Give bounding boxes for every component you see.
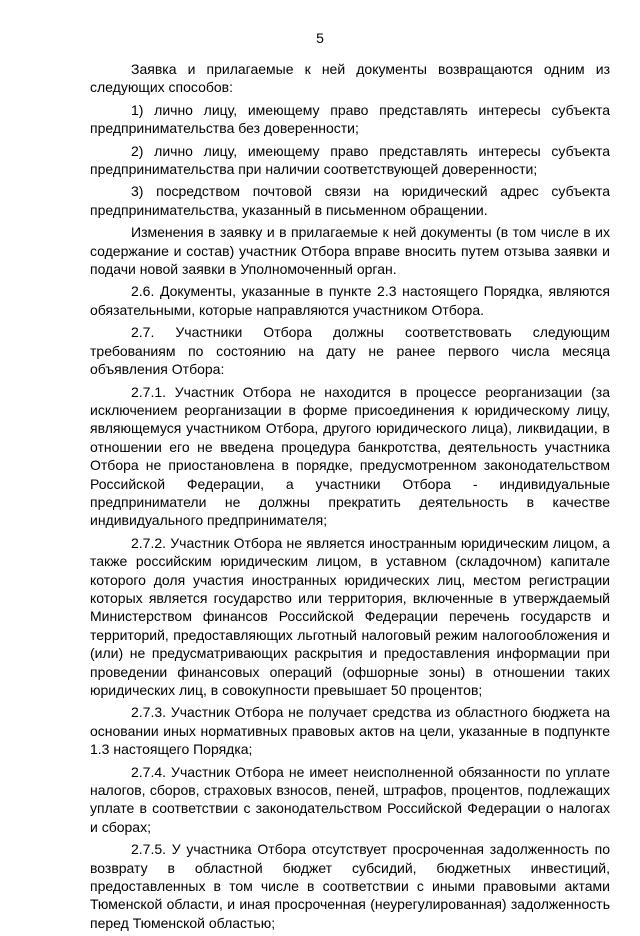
paragraph-return-methods: Заявка и прилагаемые к ней документы возвращаются одним из следующих способов: [90,61,610,96]
clause-2-6: 2.6. Документы, указанные в пункте 2.3 настоящего Порядка, являются обязательными, которые направляются участником Отбора. [90,283,610,318]
page-number: 5 [316,30,324,46]
list-item-method-2: 2) лично лицу, имеющему право представлять интересы субъекта предпринимательства при наличии соответствующей доверенности; [90,142,610,178]
list-item-method-3: 3) посредством почтовой связи на юридический адрес субъекта предпринимательства, указанный в письменном обращении. [90,183,610,218]
clause-2-7-1: 2.7.1. Участник Отбора не находится в процессе реорганизации (за исключением реорганизации в форме присоединения к юридическому лицу, являющемуся участником Отбора, другого юридического лица), ликвидации, в отношении его не введена процедура банкротства, деятельность участника Отбора не приостановлена в порядке, предусмотренном законодательством Российской Федерации, а участники Отбора - индивидуальные предприниматели не должны прекратить деятельность в качестве индивидуального предпринимателя; [90,383,610,529]
clause-2-7-2: 2.7.2. Участник Отбора не является иностранным юридическим лицом, а также российским юридическим лицом, в уставном (складочном) капитале которого доля участия иностранных юридических лиц, местом регистрации которых является государство или территория, включенные в утверждаемый Министерством финансов Российской Федерации перечень государств и территорий, предоставляющих льготный налоговый режим налогообложения и (или) не предусматривающих раскрытия и предоставления информации при проведении финансовых операций (офшорные зоны) в отношении таких юридических лиц, в совокупности превышает 50 процентов; [90,534,610,698]
clause-2-7-5: 2.7.5. У участника Отбора отсутствует просроченная задолженность по возврату в областной бюджет субсидий, бюджетных инвестиций, предоставленных в том числе в соответствии с иными правовыми актами Тюменской области, и иная просроченная (неурегулированная) задолженность перед Тюменской областью; [90,841,610,931]
paragraph-changes: Изменения в заявку и в прилагаемые к ней документы (в том числе в их содержание и состав) участник Отбора вправе вносить путем отзыва заявки и подачи новой заявки в Уполномоченный орган. [90,224,610,278]
list-item-method-1: 1) лично лицу, имеющему право представлять интересы субъекта предпринимательства без доверенности; [90,101,610,137]
clause-2-7-4: 2.7.4. Участник Отбора не имеет неисполненной обязанности по уплате налогов, сборов, страховых взносов, пеней, штрафов, процентов, подлежащих уплате в соответствии с законодательством Российской Федерации о налогах и сборах; [90,763,610,835]
clause-2-7: 2.7. Участники Отбора должны соответствовать следующим требованиям по состоянию на дату не ранее первого числа месяца объявления Отбора: [90,324,610,378]
document-body [90,60,610,936]
clause-2-7-3: 2.7.3. Участник Отбора не получает средства из областного бюджета на основании иных нормативных правовых актов на цели, указанные в подпункте 1.3 настоящего Порядка; [90,704,610,758]
